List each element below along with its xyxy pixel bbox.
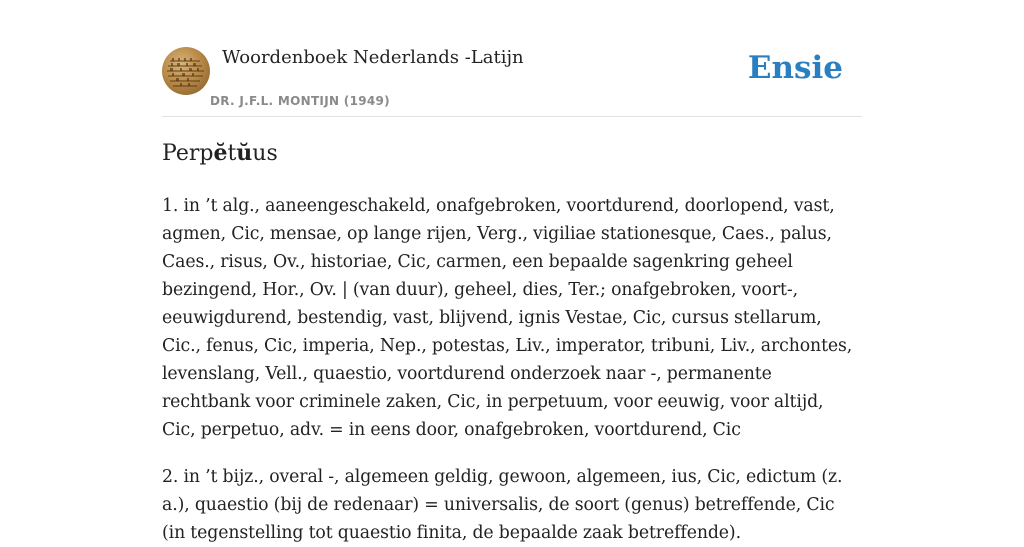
book-title[interactable]: Woordenboek Nederlands -Latijn — [222, 47, 524, 68]
definition-1: 1. in ’t alg., aaneengeschakeld, onafgebroken, voortdurend, doorlopend, vast, agmen, Cic, mensae, op lange rijen, Verg., vigiliae stationesque, Caes., palus, Caes., risus, Ov., historiae, Cic, carmen, een bepaalde sagenkring geheel bezingend, Hor., Ov. | (van duur), geheel, dies, Ter.; onafgebroken, voort-, eeuwigdurend, bestendig, vast, blijvend, ignis Vestae, Cic, cursus stellarum, Cic., fenus, Cic, imperia, Nep., potestas, Liv., imperator, tribuni, Liv., archontes, levenslang, Vell., quaestio, voortdurend onderzoek naar -, permanente rechtbank voor criminele zaken, Cic, in perpetuum, voor eeuwig, voor altijd, Cic, perpetuo, adv. = in eens door, onafgebroken, voortdurend, Cic — [162, 196, 853, 440]
definition-2: 2. in ’t bijz., overal -, algemeen geldig, gewoon, algemeen, ius, Cic, edictum (z. a.), quaestio (bij de redenaar) = universalis, de soort (genus) betreffende, Cic (in tegenstelling tot quaestio finita, de bepaalde zaak betreffende). — [162, 467, 843, 543]
site-logo-link[interactable]: Ensie — [747, 50, 843, 86]
headword-part: t — [227, 141, 237, 166]
book-author: DR. J.F.L. MONTIJN (1949) — [210, 94, 390, 108]
headword-part: ĕ — [213, 140, 228, 166]
headword-part: us — [252, 141, 278, 166]
headword-part: Perp — [162, 141, 214, 166]
dictionary-header — [162, 46, 862, 117]
page — [162, 0, 862, 547]
headword-part: ŭ — [236, 140, 253, 166]
ancient-seal-logo-icon[interactable] — [162, 47, 210, 95]
headword — [162, 140, 862, 166]
